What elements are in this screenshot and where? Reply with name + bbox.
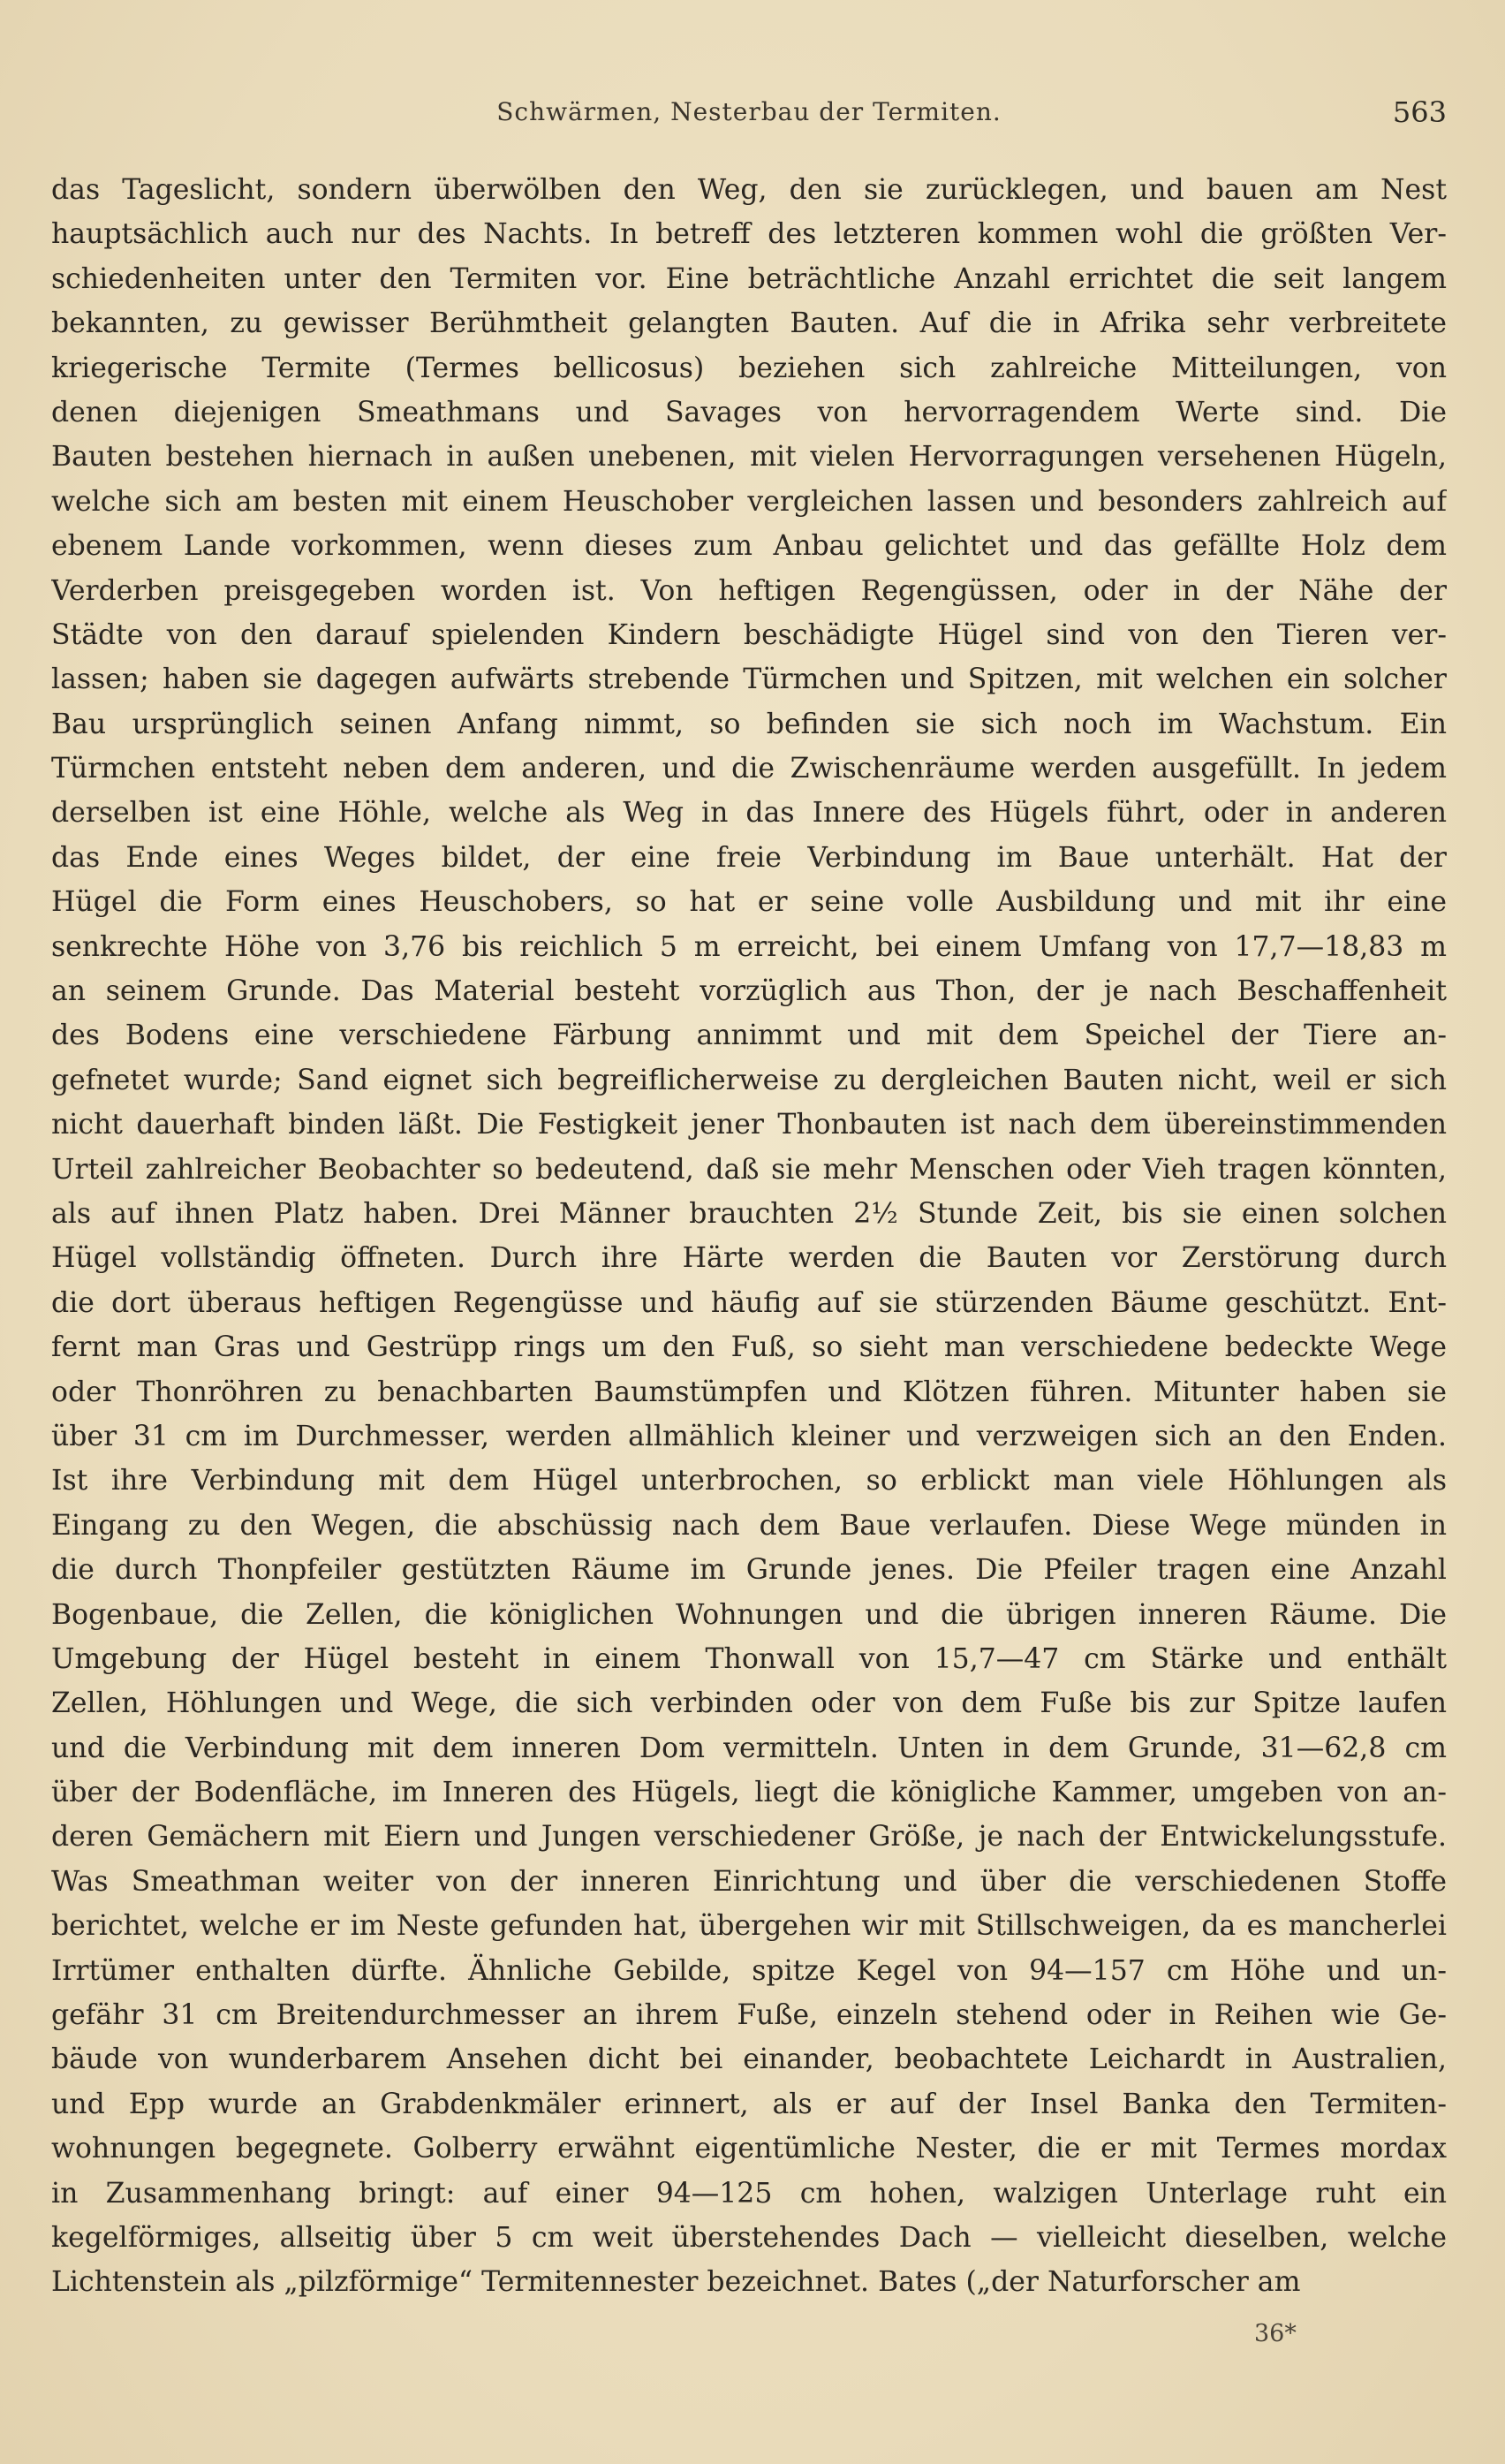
text-line: in Zusammenhang bringt: auf einer 94—125 cm hohen, walzigen Unterlage ruht ein <box>51 2177 1447 2210</box>
text-line: über der Bodenfläche, im Inneren des Hügels, liegt die königliche Kammer, umgeben von an- <box>51 1777 1447 1809</box>
text-line: das Ende eines Weges bildet, der eine freie Verbindung im Baue unterhält. Hat der <box>51 841 1447 874</box>
text-line: Eingang zu den Wegen, die abschüssig nach dem Baue verlaufen. Diese Wege münden in <box>51 1509 1447 1542</box>
text-line: des Bodens eine verschiedene Färbung annimmt und mit dem Speichel der Tiere an- <box>51 1020 1447 1052</box>
text-line: die durch Thonpfeiler gestützten Räume im Grunde jenes. Die Pfeiler tragen eine Anzahl <box>51 1554 1447 1587</box>
text-line: bäude von wunderbarem Ansehen dicht bei einander, beobachtete Leichardt in Australien, <box>51 2043 1447 2076</box>
printer-signature-mark: 36* <box>1254 2320 1297 2347</box>
text-line: als auf ihnen Platz haben. Drei Männer brauchten 2½ Stunde Zeit, bis sie einen solchen <box>51 1197 1447 1230</box>
text-line: welche sich am besten mit einem Heuschober vergleichen lassen und besonders zahlreich auf <box>51 485 1447 518</box>
text-line: wohnungen begegnete. Golberry erwähnt eigentümliche Nester, die er mit Termes mordax <box>51 2133 1447 2165</box>
text-line: Bogenbaue, die Zellen, die königlichen Wohnungen und die übrigen inneren Räume. Die <box>51 1598 1447 1631</box>
text-line: Bauten bestehen hiernach in außen unebenen, mit vielen Hervorragungen versehenen Hügeln, <box>51 441 1447 474</box>
text-line: lassen; haben sie dagegen aufwärts strebende Türmchen und Spitzen, mit welchen ein solcher <box>51 663 1447 696</box>
text-line: fernt man Gras und Gestrüpp rings um den Fuß, so sieht man verschiedene bedeckte Wege <box>51 1331 1447 1364</box>
page-number: 563 <box>1392 95 1447 129</box>
text-line: gefähr 31 cm Breitendurchmesser an ihrem Fuße, einzeln stehend oder in Reihen wie Ge- <box>51 1999 1447 2032</box>
text-line: oder Thonröhren zu benachbarten Baumstümpfen und Klötzen führen. Mitunter haben sie <box>51 1376 1447 1408</box>
body-text <box>51 168 1447 2305</box>
text-line: bekannten, zu gewisser Berühmtheit gelangten Bauten. Auf die in Afrika sehr verbreitete <box>51 307 1447 340</box>
text-line: Ist ihre Verbindung mit dem Hügel unterbrochen, so erblickt man viele Höhlungen als <box>51 1465 1447 1497</box>
text-line: das Tageslicht, sondern überwölben den Weg, den sie zurücklegen, und bauen am Nest <box>51 174 1447 206</box>
text-line: Lichtenstein als „pilzförmige“ Termitennester bezeichnet. Bates („der Naturforscher am <box>51 2266 1301 2299</box>
text-line: schiedenheiten unter den Termiten vor. Eine beträchtliche Anzahl errichtet die seit langem <box>51 262 1447 295</box>
text-line: über 31 cm im Durchmesser, werden allmählich kleiner und verzweigen sich an den Enden. <box>51 1420 1447 1452</box>
text-line: Was Smeathman weiter von der inneren Einrichtung und über die verschiedenen Stoffe <box>51 1865 1447 1898</box>
running-title: Schwärmen, Nesterbau der Termiten. <box>496 97 1002 126</box>
text-line: hauptsächlich auch nur des Nachts. In betreff des letzteren kommen wohl die größten Ver- <box>51 218 1447 251</box>
text-line: ebenem Lande vorkommen, wenn dieses zum Anbau gelichtet und das gefällte Holz dem <box>51 530 1447 563</box>
text-line: die dort überaus heftigen Regengüsse und häufig auf sie stürzenden Bäume geschützt. Ent- <box>51 1286 1447 1319</box>
text-line: Verderben preisgegeben worden ist. Von heftigen Regengüssen, oder in der Nähe der <box>51 574 1447 607</box>
text-line: und Epp wurde an Grabdenkmäler erinnert, als er auf der Insel Banka den Termiten- <box>51 2088 1447 2120</box>
text-line: berichtet, welche er im Neste gefunden hat, übergehen wir mit Stillschweigen, da es mancherlei <box>51 1910 1447 1943</box>
text-line: Umgebung der Hügel besteht in einem Thonwall von 15,7—47 cm Stärke und enthält <box>51 1642 1447 1675</box>
text-line: gefnetet wurde; Sand eignet sich begreiflicherweise zu dergleichen Bauten nicht, weil er sich <box>51 1064 1447 1096</box>
text-line: Urteil zahlreicher Beobachter so bedeutend, daß sie mehr Menschen oder Vieh tragen könnten, <box>51 1153 1447 1186</box>
text-line: deren Gemächern mit Eiern und Jungen verschiedener Größe, je nach der Entwickelungsstufe. <box>51 1821 1447 1854</box>
text-line: kriegerische Termite (Termes bellicosus) beziehen sich zahlreiche Mitteilungen, von <box>51 352 1447 384</box>
text-line: Hügel vollständig öffneten. Durch ihre Härte werden die Bauten vor Zerstörung durch <box>51 1242 1447 1275</box>
text-line: denen diejenigen Smeathmans und Savages von hervorragendem Werte sind. Die <box>51 396 1447 428</box>
text-line: Irrtümer enthalten dürfte. Ähnliche Gebilde, spitze Kegel von 94—157 cm Höhe und un- <box>51 1954 1447 1987</box>
text-line: Hügel die Form eines Heuschobers, so hat er seine volle Ausbildung und mit ihr eine <box>51 886 1447 919</box>
text-line: Zellen, Höhlungen und Wege, die sich verbinden oder von dem Fuße bis zur Spitze laufen <box>51 1687 1447 1720</box>
text-line: Bau ursprünglich seinen Anfang nimmt, so befinden sie sich noch im Wachstum. Ein <box>51 708 1447 740</box>
text-line: senkrechte Höhe von 3,76 bis reichlich 5 m erreicht, bei einem Umfang von 17,7—18,83 m <box>51 930 1447 963</box>
text-line: an seinem Grunde. Das Material besteht vorzüglich aus Thon, der je nach Beschaffenheit <box>51 975 1447 1008</box>
text-line: derselben ist eine Höhle, welche als Weg in das Innere des Hügels führt, oder in anderen <box>51 797 1447 830</box>
text-line: Städte von den darauf spielenden Kindern beschädigte Hügel sind von den Tieren ver- <box>51 618 1447 651</box>
text-line: nicht dauerhaft binden läßt. Die Festigkeit jener Thonbauten ist nach dem übereinstimmenden <box>51 1109 1447 1141</box>
text-line: und die Verbindung mit dem inneren Dom vermitteln. Unten in dem Grunde, 31—62,8 cm <box>51 1732 1447 1764</box>
page-header <box>51 97 1447 136</box>
text-line: kegelförmiges, allseitig über 5 cm weit überstehendes Dach — vielleicht dieselben, welche <box>51 2221 1447 2254</box>
text-line: Türmchen entsteht neben dem anderen, und die Zwischenräume werden ausgefüllt. In jedem <box>51 753 1447 785</box>
